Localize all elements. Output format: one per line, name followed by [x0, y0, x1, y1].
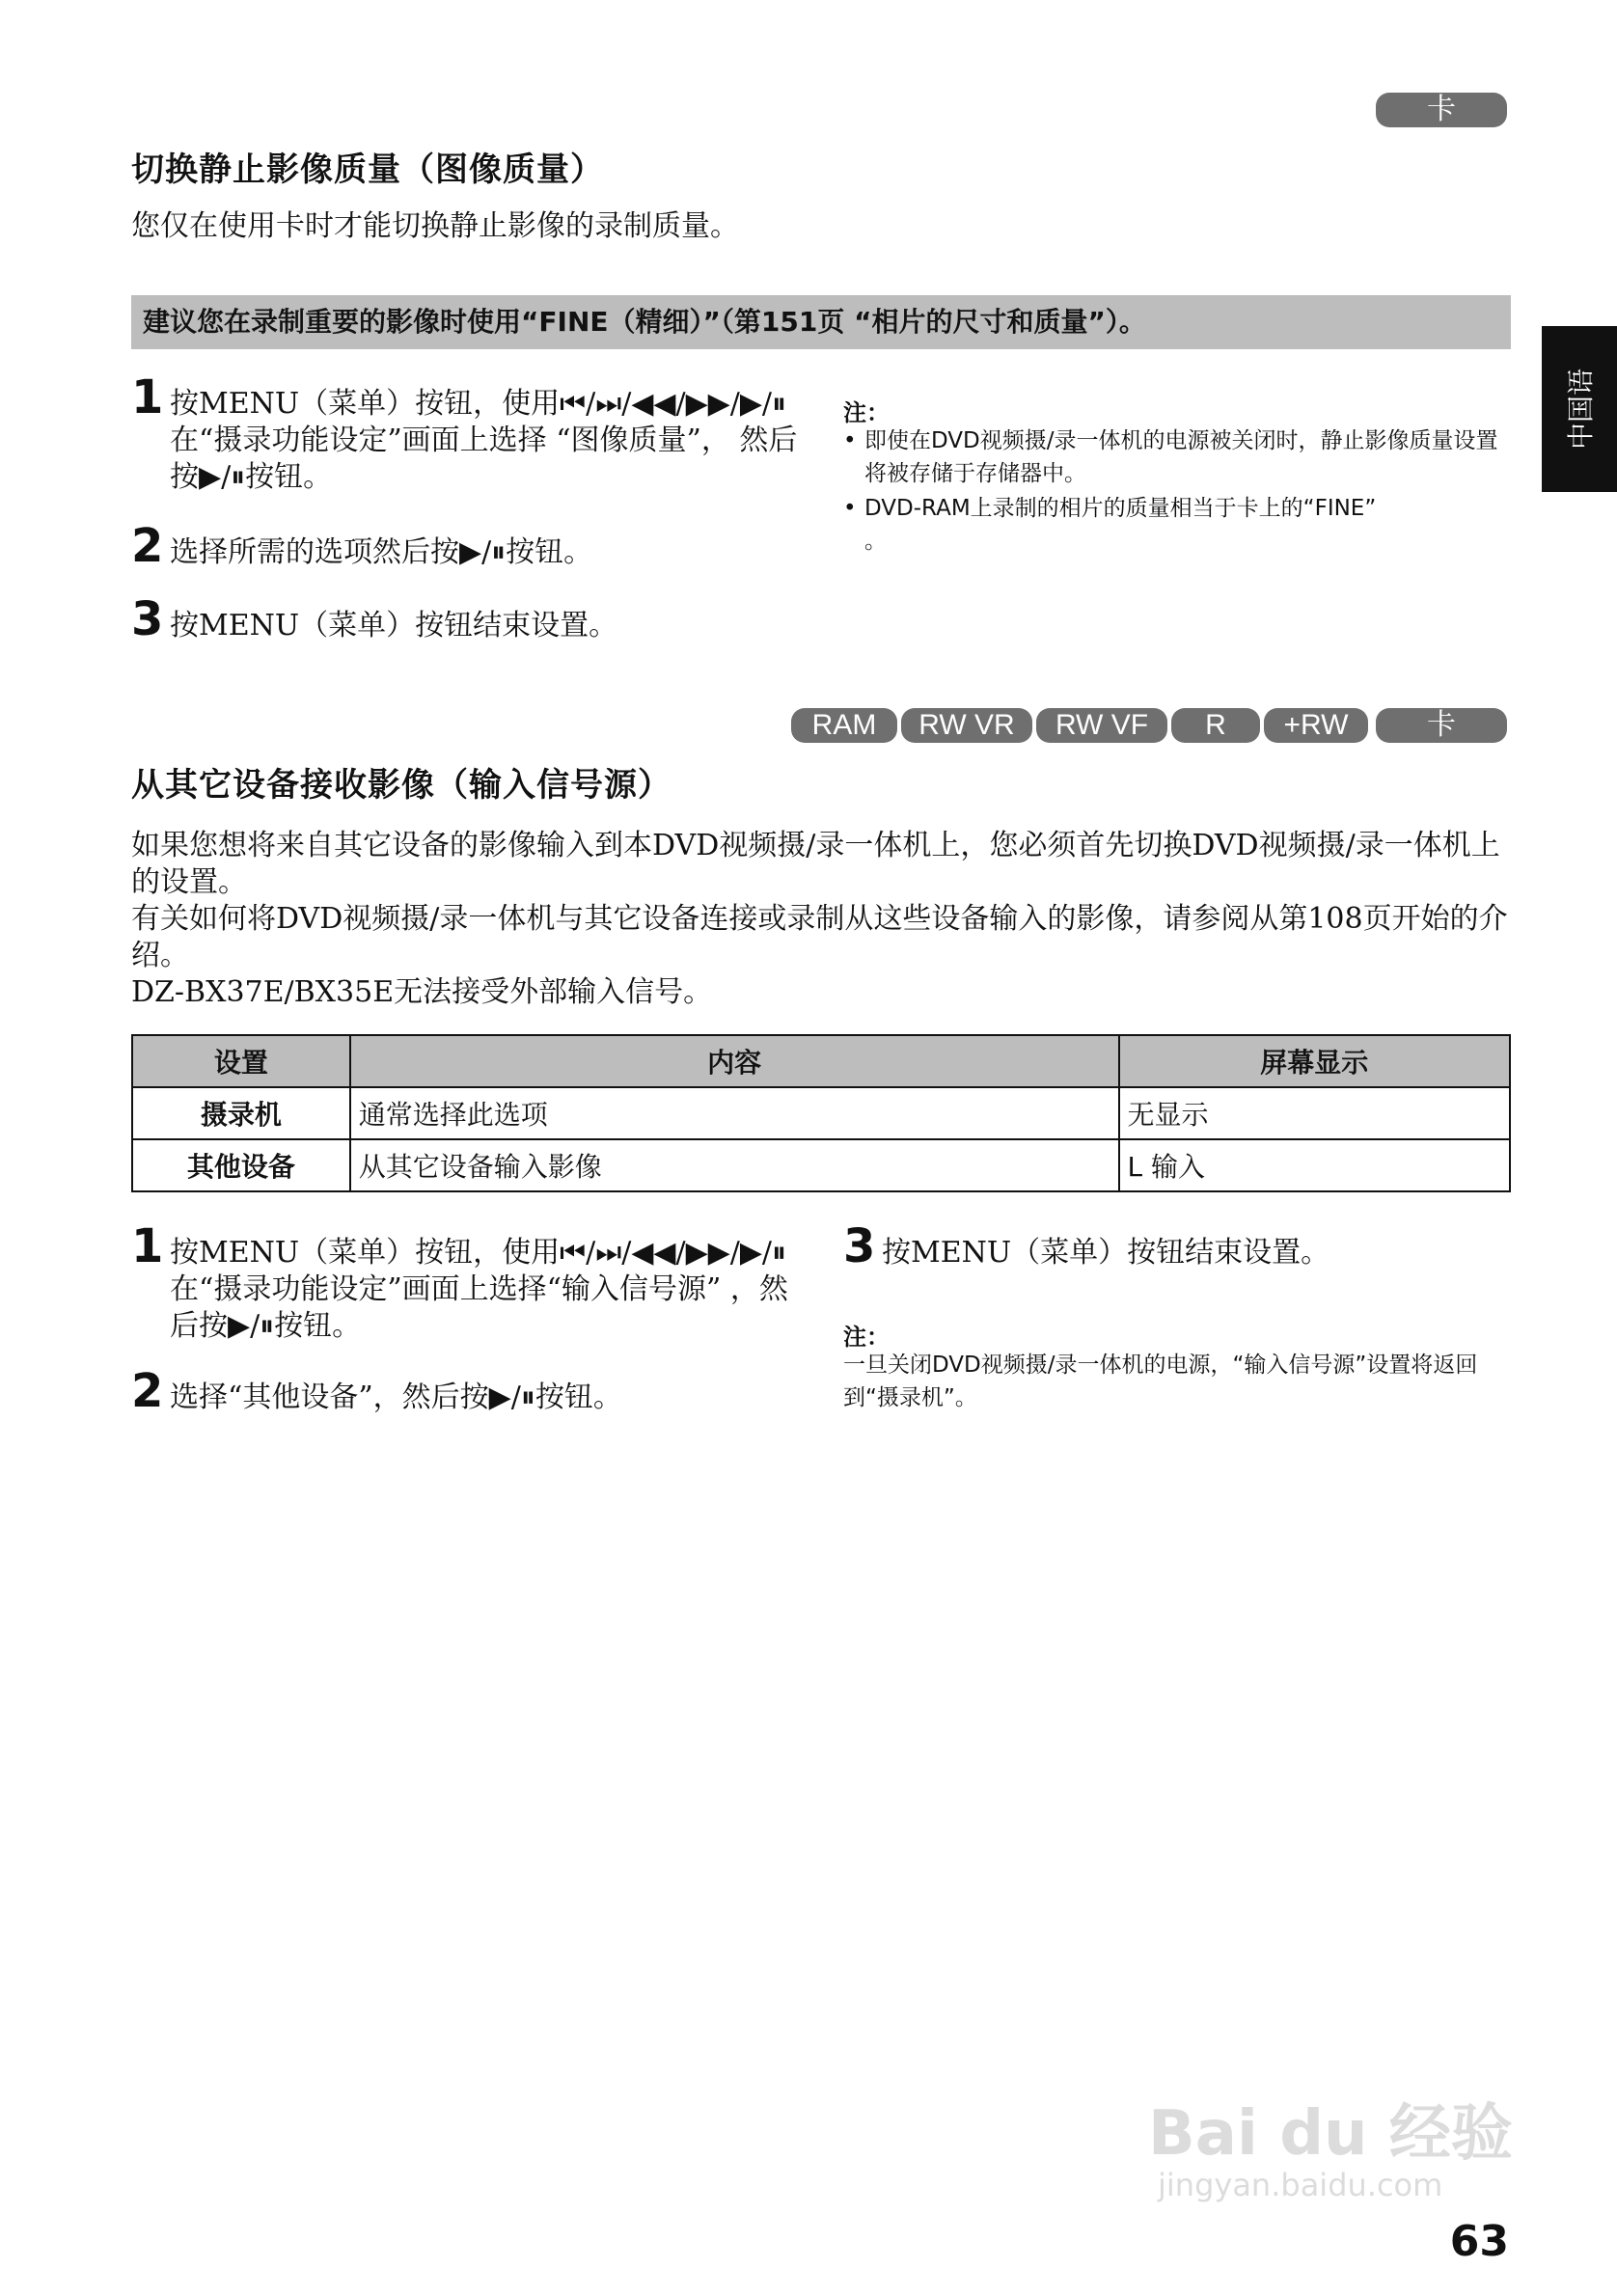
bullet-icon: • — [843, 428, 857, 453]
section1-note-1-text: 即使在DVD视频摄/录一体机的电源被关闭时，静止影像质量设置将被存储于存储器中。 — [864, 428, 1498, 486]
section2-note-heading: 注： — [843, 1324, 890, 1351]
baidu-watermark-logo: Bai du 经验 — [1148, 2098, 1513, 2170]
media-badge-ram: RAM — [791, 708, 897, 743]
table-row — [132, 1139, 1510, 1191]
section2-intro-3: DZ-BX37E/BX35E无法接受外部输入信号。 — [131, 975, 713, 1009]
media-badge-plus-rw: +RW — [1264, 708, 1368, 743]
section1-note-1 — [843, 424, 1501, 490]
table-header-content: 内容 — [350, 1035, 1119, 1087]
media-badge-r: R — [1171, 708, 1260, 743]
section1-step1-number: 1 — [131, 370, 164, 424]
section2-step1-text: 按MENU（菜单）按钮，使用⏮/⏭/◀◀/▶▶/▶/⏸在“摄录功能设定”画面上选择“输入信号源” ，然后按▶/⏸按钮。 — [170, 1236, 788, 1343]
section1-step2-number: 2 — [131, 519, 164, 573]
section2-step3-text: 按MENU（菜单）按钮结束设置。 — [882, 1236, 1330, 1270]
table-row — [132, 1087, 1510, 1139]
media-badge-rw-vr: RW VR — [901, 708, 1032, 743]
table-header-row — [132, 1035, 1510, 1087]
bullet-icon: • — [843, 496, 857, 521]
table-cell-content: 从其它设备输入影像 — [350, 1139, 1119, 1191]
section2-intro-2: 有关如何将DVD视频摄/录一体机与其它设备连接或录制从这些设备输入的影像，请参阅从第108页开始的介绍。 — [131, 902, 1508, 972]
baidu-watermark-url: jingyan.baidu.com — [1158, 2167, 1443, 2203]
table-cell-setting: 摄录机 — [132, 1087, 350, 1139]
section1-step3-text: 按MENU（菜单）按钮结束设置。 — [170, 609, 618, 642]
section1-note-2-text: DVD-RAM上录制的相片的质量相当于卡上的“FINE” 。 — [864, 496, 1377, 554]
media-badge-rw-vf: RW VF — [1036, 708, 1167, 743]
section1-note-2 — [843, 492, 1405, 558]
section1-note-heading: 注： — [843, 399, 890, 426]
section2-intro-1: 如果您想将来自其它设备的影像输入到本DVD视频摄/录一体机上，您必须首先切换DVD视频摄/录一体机上的设置。 — [131, 829, 1500, 899]
section1-tip-banner: 建议您在录制重要的影像时使用“FINE（精细）”（第151页 “相片的尺寸和质量”）。 — [131, 295, 1511, 349]
table-cell-display: L 输入 — [1119, 1139, 1510, 1191]
table-cell-display: 无显示 — [1119, 1087, 1510, 1139]
table-cell-setting: 其他设备 — [132, 1139, 350, 1191]
page-number: 63 — [1449, 2217, 1509, 2266]
section1-step2-text: 选择所需的选项然后按▶/⏸按钮。 — [170, 535, 593, 569]
card-badge: 卡 — [1376, 93, 1507, 127]
section2-step1-number: 1 — [131, 1219, 164, 1273]
section1-title: 切换静止影像质量（图像质量） — [131, 150, 604, 189]
table-cell-content: 通常选择此选项 — [350, 1087, 1119, 1139]
section2-step3-number: 3 — [843, 1219, 876, 1273]
section1-step3-number: 3 — [131, 592, 164, 646]
section2-step2-number: 2 — [131, 1364, 164, 1418]
media-badge-card: 卡 — [1376, 708, 1507, 743]
language-side-tab-label: 中国语 — [1565, 368, 1597, 451]
input-source-table — [131, 1034, 1511, 1192]
table-header-setting: 设置 — [132, 1035, 350, 1087]
section1-intro: 您仅在使用卡时才能切换静止影像的录制质量。 — [131, 209, 739, 243]
section1-step1-text: 按MENU（菜单）按钮，使用⏮/⏭/◀◀/▶▶/▶/⏸在“摄录功能设定”画面上选择 “图像质量”， 然后按▶/⏸按钮。 — [170, 387, 798, 494]
section2-step2-text: 选择“其他设备”，然后按▶/⏸按钮。 — [170, 1380, 622, 1414]
table-header-display: 屏幕显示 — [1119, 1035, 1510, 1087]
section2-title: 从其它设备接收影像（输入信号源） — [131, 766, 671, 805]
language-side-tab — [1542, 326, 1617, 492]
section2-note-text: 一旦关闭DVD视频摄/录一体机的电源，“输入信号源”设置将返回到“摄录机”。 — [843, 1353, 1478, 1410]
